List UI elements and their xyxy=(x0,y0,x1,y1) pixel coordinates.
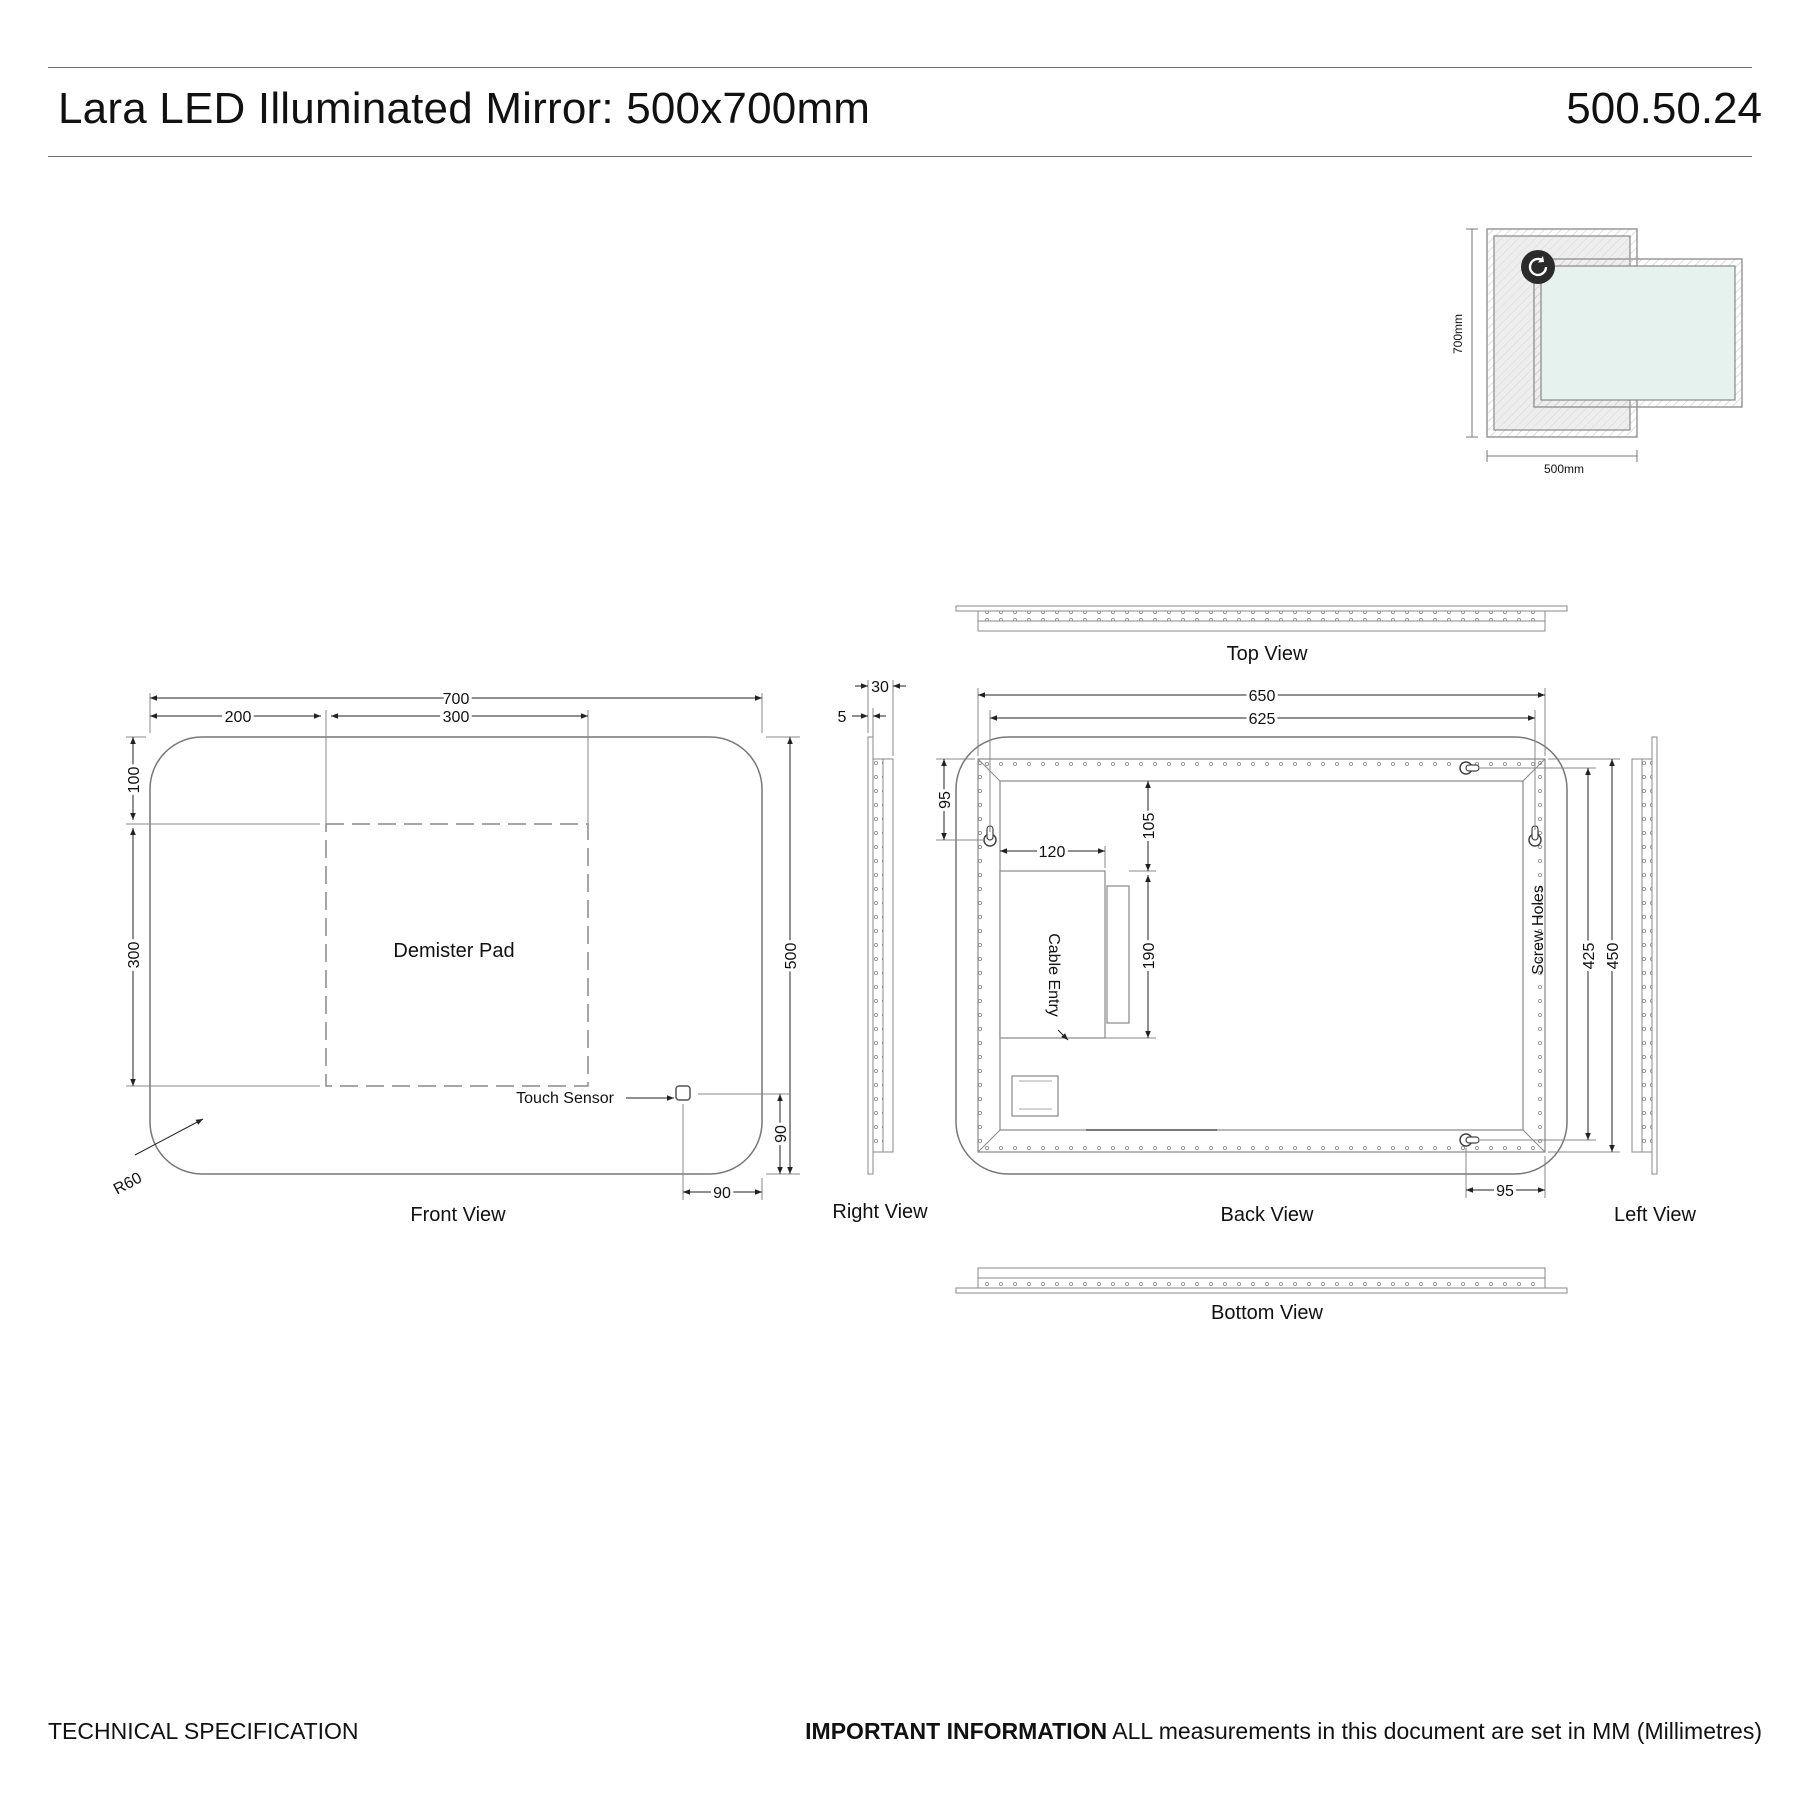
right-view xyxy=(832,679,928,1223)
radius-label: R60 xyxy=(110,1169,145,1199)
thumbnail-height-label: 700mm xyxy=(1451,313,1465,355)
footer-technical-specification: TECHNICAL SPECIFICATION xyxy=(48,1718,359,1744)
dim-front-200: 200 xyxy=(224,709,252,726)
dim-front-90h: 90 xyxy=(713,1185,731,1202)
dim-back-95h: 95 xyxy=(1496,1183,1514,1200)
rotate-icon xyxy=(1521,250,1555,284)
top-view-label: Top View xyxy=(1226,643,1308,665)
cable-entry-label: Cable Entry xyxy=(1045,933,1062,1017)
bottom-view xyxy=(956,1268,1567,1324)
footer-note: ALL measurements in this document are set in MM (Millimetres) xyxy=(1107,1718,1762,1744)
bottom-view-label: Bottom View xyxy=(1211,1302,1323,1324)
dim-right-depth: 30 xyxy=(871,679,889,696)
footer-important-information xyxy=(805,1718,1762,1745)
dim-front-width: 700 xyxy=(442,691,470,708)
back-view xyxy=(936,688,1622,1226)
dim-back-120: 120 xyxy=(1038,844,1066,861)
thumbnail xyxy=(1451,229,1742,476)
dim-front-300h: 300 xyxy=(126,941,143,969)
dim-back-450: 450 xyxy=(1605,942,1622,970)
dim-front-height: 500 xyxy=(783,942,800,970)
dim-back-425: 425 xyxy=(1581,942,1598,970)
front-view-label: Front View xyxy=(410,1204,506,1226)
touch-sensor-label: Touch Sensor xyxy=(516,1090,614,1107)
right-view-label: Right View xyxy=(832,1201,928,1223)
front-view xyxy=(111,691,800,1226)
screw-holes-label: Screw Holes xyxy=(1530,885,1547,975)
demister-pad-label: Demister Pad xyxy=(393,940,515,962)
page-title: Lara LED Illuminated Mirror: 500x700mm xyxy=(58,84,871,133)
dim-back-625: 625 xyxy=(1248,711,1276,728)
dim-front-100: 100 xyxy=(126,766,143,794)
touch-sensor xyxy=(676,1086,690,1100)
dim-right-glass: 5 xyxy=(837,709,847,726)
top-view xyxy=(956,606,1567,665)
dim-back-105: 105 xyxy=(1141,812,1158,840)
dim-back-95v: 95 xyxy=(937,791,954,809)
left-view xyxy=(1614,737,1696,1226)
product-code: 500.50.24 xyxy=(1566,84,1762,133)
back-view-label: Back View xyxy=(1220,1204,1314,1226)
footer-important-label: IMPORTANT INFORMATION xyxy=(805,1718,1108,1744)
dim-front-90v: 90 xyxy=(773,1125,790,1143)
left-view-label: Left View xyxy=(1614,1204,1696,1226)
thumbnail-width-label: 500mm xyxy=(1543,462,1585,476)
dim-back-190: 190 xyxy=(1141,942,1158,970)
dim-front-300w: 300 xyxy=(442,709,470,726)
dim-back-650: 650 xyxy=(1248,688,1276,705)
driver-box xyxy=(1012,1076,1058,1116)
